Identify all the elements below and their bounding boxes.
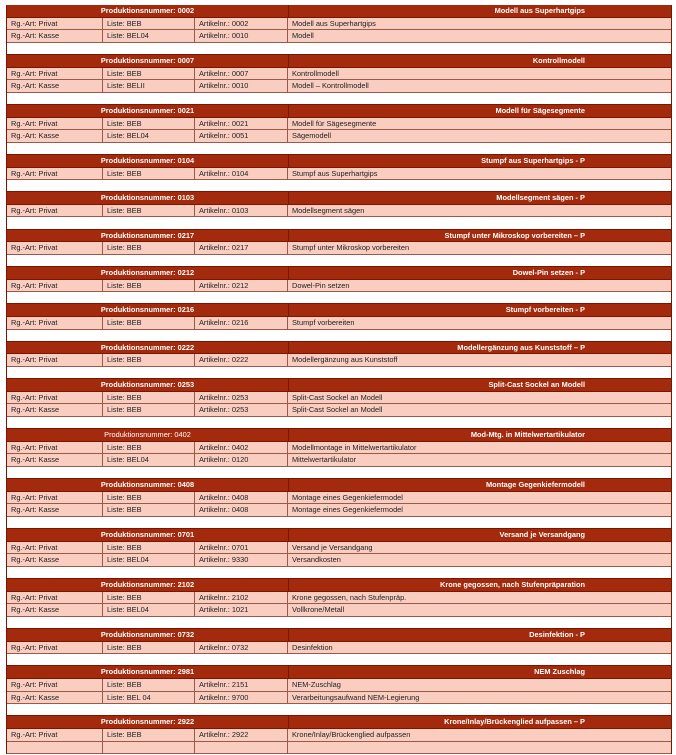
table-row — [7, 68, 671, 81]
block-title: Stumpf unter Mikroskop vorbereiten – P — [444, 230, 585, 240]
article-number-cell: Artikelnr.: 0010 — [195, 80, 288, 92]
production-number: Produktionsnummer: 0212 — [7, 267, 289, 279]
block-header — [7, 5, 671, 18]
article-number-cell: Artikelnr.: 0408 — [195, 504, 288, 516]
production-block — [6, 342, 672, 379]
billing-type-cell — [7, 742, 103, 754]
block-header — [7, 342, 671, 355]
billing-type-cell: Rg.-Art: Privat — [7, 354, 103, 366]
billing-type-cell: Rg.-Art: Kasse — [7, 130, 103, 142]
production-number: Produktionsnummer: 0701 — [7, 529, 289, 541]
description-cell: Krone gegossen, nach Stufenpräp. — [292, 592, 407, 602]
production-number: Produktionsnummer: 0253 — [7, 379, 289, 391]
description-cell: Versand je Versandgang — [292, 542, 373, 552]
block-header — [7, 579, 671, 592]
block-header — [7, 192, 671, 205]
table-row — [7, 317, 671, 330]
production-number: Produktionsnummer: 0222 — [7, 342, 289, 354]
article-number-cell: Artikelnr.: 0408 — [195, 492, 288, 504]
description-cell: Stumpf vorbereiten — [292, 318, 355, 327]
table-row — [7, 80, 671, 93]
production-number: Produktionsnummer: 0021 — [7, 105, 289, 117]
production-table — [6, 5, 672, 754]
block-title: Stumpf vorbereiten - P — [505, 305, 585, 315]
production-block — [6, 105, 672, 155]
list-cell — [103, 742, 195, 754]
list-cell: Liste: BEB — [103, 18, 195, 30]
production-number: Produktionsnummer: 0002 — [7, 5, 289, 17]
table-row — [7, 729, 671, 742]
block-spacer — [7, 330, 671, 342]
billing-type-cell: Rg.-Art: Privat — [7, 642, 103, 654]
billing-type-cell: Rg.-Art: Privat — [7, 205, 103, 217]
table-row — [7, 542, 671, 555]
block-spacer — [7, 517, 671, 529]
description-cell: Modell für Sägesegmente — [292, 118, 377, 128]
billing-type-cell: Rg.-Art: Privat — [7, 68, 103, 80]
description-cell: Stumpf unter Mikroskop vorbereiten — [292, 243, 410, 253]
table-row — [7, 642, 671, 655]
list-cell: Liste: BEL04 — [103, 554, 195, 566]
table-row — [7, 30, 671, 43]
table-row — [7, 692, 671, 705]
list-cell: Liste: BEB — [103, 280, 195, 292]
description-cell: Modellsegment sägen — [292, 205, 365, 215]
article-number-cell: Artikelnr.: 0701 — [195, 542, 288, 554]
article-number-cell: Artikelnr.: 0051 — [195, 130, 288, 142]
table-row — [7, 504, 671, 517]
block-spacer — [7, 617, 671, 629]
article-number-cell: Artikelnr.: 0010 — [195, 30, 288, 42]
billing-type-cell: Rg.-Art: Kasse — [7, 554, 103, 566]
block-header — [7, 267, 671, 280]
block-title: Modell für Sägesegmente — [495, 105, 585, 115]
block-spacer — [7, 567, 671, 579]
block-title: Modellergänzung aus Kunststoff – P — [457, 342, 585, 352]
description-cell: Dowel-Pin setzen — [292, 280, 350, 290]
list-cell: Liste: BEL 04 — [103, 692, 195, 704]
table-row — [7, 242, 671, 255]
article-number-cell: Artikelnr.: 0103 — [195, 205, 288, 217]
description-cell: Split-Cast Sockel an Modell — [292, 405, 383, 415]
list-cell: Liste: BEB — [103, 205, 195, 217]
description-cell: Kontrollmodell — [292, 68, 339, 78]
production-number: Produktionsnummer: 0732 — [7, 629, 289, 641]
description-cell: Krone/Inlay/Brückenglied aufpassen — [292, 729, 411, 739]
billing-type-cell: Rg.-Art: Privat — [7, 729, 103, 741]
billing-type-cell: Rg.-Art: Privat — [7, 18, 103, 30]
list-cell: Liste: BEB — [103, 317, 195, 329]
description-cell: Modellmontage in Mittelwertartikulator — [292, 442, 417, 452]
description-cell: Desinfektion — [292, 642, 333, 652]
table-row — [7, 604, 671, 617]
billing-type-cell: Rg.-Art: Privat — [7, 242, 103, 254]
block-spacer — [7, 43, 671, 55]
description-cell: Modell — [292, 31, 314, 41]
production-block — [6, 155, 672, 192]
production-block — [6, 716, 672, 754]
production-number: Produktionsnummer: 0104 — [7, 155, 289, 167]
block-spacer — [7, 292, 671, 304]
production-number: Produktionsnummer: 0217 — [7, 230, 289, 242]
billing-type-cell: Rg.-Art: Privat — [7, 392, 103, 404]
production-block — [6, 379, 672, 429]
table-row — [7, 442, 671, 455]
billing-type-cell: Rg.-Art: Kasse — [7, 80, 103, 92]
block-header — [7, 716, 671, 729]
block-header — [7, 55, 671, 68]
block-spacer — [7, 217, 671, 229]
article-number-cell: Artikelnr.: 0021 — [195, 118, 288, 130]
billing-type-cell: Rg.-Art: Kasse — [7, 454, 103, 466]
billing-type-cell: Rg.-Art: Kasse — [7, 30, 103, 42]
production-block — [6, 304, 672, 341]
billing-type-cell: Rg.-Art: Privat — [7, 592, 103, 604]
list-cell: Liste: BEB — [103, 592, 195, 604]
article-number-cell: Artikelnr.: 0217 — [195, 242, 288, 254]
description-cell: Sägemodell — [292, 131, 332, 141]
list-cell: Liste: BEB — [103, 168, 195, 180]
article-number-cell: Artikelnr.: 9700 — [195, 692, 288, 704]
block-title: NEM Zuschlag — [534, 667, 585, 677]
block-title: Montage Gegenkiefermodell — [486, 480, 585, 490]
production-number: Produktionsnummer: 0007 — [7, 55, 289, 67]
list-cell: Liste: BEB — [103, 354, 195, 366]
block-header — [7, 155, 671, 168]
description-cell: Modellergänzung aus Kunststoff — [292, 355, 398, 365]
block-spacer — [7, 180, 671, 192]
billing-type-cell: Rg.-Art: Kasse — [7, 604, 103, 616]
billing-type-cell: Rg.-Art: Privat — [7, 317, 103, 329]
description-cell: Split-Cast Sockel an Modell — [292, 392, 383, 402]
production-block — [6, 429, 672, 479]
description-cell: Versandkosten — [292, 555, 341, 565]
table-row — [7, 554, 671, 567]
block-header — [7, 379, 671, 392]
article-number-cell: Artikelnr.: 9330 — [195, 554, 288, 566]
block-title: Modellsegment sägen - P — [496, 193, 585, 203]
production-block — [6, 5, 672, 55]
description-cell: Vollkrone/Metall — [292, 605, 345, 615]
block-title: Stumpf aus Superhartgips - P — [481, 155, 585, 165]
article-number-cell: Artikelnr.: 1021 — [195, 604, 288, 616]
description-cell: Stumpf aus Superhartgips — [292, 168, 378, 178]
billing-type-cell: Rg.-Art: Privat — [7, 442, 103, 454]
list-cell: Liste: BELII — [103, 80, 195, 92]
list-cell: Liste: BEB — [103, 542, 195, 554]
block-spacer — [7, 704, 671, 716]
list-cell: Liste: BEB — [103, 68, 195, 80]
production-block — [6, 629, 672, 666]
billing-type-cell: Rg.-Art: Privat — [7, 492, 103, 504]
description-cell: Mittelwertartikulator — [292, 455, 357, 465]
billing-type-cell: Rg.-Art: Privat — [7, 280, 103, 292]
block-header — [7, 105, 671, 118]
table-row — [7, 679, 671, 692]
block-title: Versand je Versandgang — [499, 530, 585, 540]
production-number: Produktionsnummer: 0402 — [7, 429, 289, 441]
description-cell: Modell – Kontrollmodell — [292, 81, 369, 91]
production-block — [6, 192, 672, 229]
article-number-cell: Artikelnr.: 0212 — [195, 280, 288, 292]
production-number: Produktionsnummer: 0216 — [7, 304, 289, 316]
block-header — [7, 629, 671, 642]
billing-type-cell: Rg.-Art: Kasse — [7, 692, 103, 704]
billing-type-cell: Rg.-Art: Privat — [7, 118, 103, 130]
description-cell: Montage eines Gegenkiefermodel — [292, 505, 403, 515]
list-cell: Liste: BEL04 — [103, 30, 195, 42]
table-row — [7, 280, 671, 293]
block-spacer — [7, 93, 671, 105]
block-spacer — [7, 143, 671, 155]
production-number: Produktionsnummer: 0103 — [7, 192, 289, 204]
list-cell: Liste: BEL04 — [103, 130, 195, 142]
list-cell: Liste: BEB — [103, 392, 195, 404]
article-number-cell: Artikelnr.: 2922 — [195, 729, 288, 741]
block-title: Dowel-Pin setzen - P — [512, 268, 585, 278]
table-row — [7, 404, 671, 417]
block-title: Split-Cast Sockel an Modell — [488, 380, 585, 390]
production-block — [6, 579, 672, 629]
block-header — [7, 666, 671, 679]
production-number: Produktionsnummer: 2102 — [7, 579, 289, 591]
article-number-cell: Artikelnr.: 0222 — [195, 354, 288, 366]
table-row — [7, 18, 671, 31]
block-header — [7, 429, 671, 442]
list-cell: Liste: BEB — [103, 504, 195, 516]
table-row — [7, 118, 671, 131]
table-row — [7, 454, 671, 467]
list-cell: Liste: BEB — [103, 404, 195, 416]
description-cell: NEM-Zuschlag — [292, 679, 341, 689]
article-number-cell: Artikelnr.: 0253 — [195, 404, 288, 416]
block-title: Krone gegossen, nach Stufenpräparation — [440, 580, 585, 590]
article-number-cell: Artikelnr.: 0007 — [195, 68, 288, 80]
table-row — [7, 742, 671, 755]
block-title: Mod-Mtg. in Mittelwertartikulator — [470, 430, 585, 440]
list-cell: Liste: BEB — [103, 242, 195, 254]
block-header — [7, 479, 671, 492]
billing-type-cell: Rg.-Art: Kasse — [7, 404, 103, 416]
list-cell: Liste: BEB — [103, 492, 195, 504]
block-header — [7, 304, 671, 317]
description-cell: Modell aus Superhartgips — [292, 18, 376, 28]
article-number-cell: Artikelnr.: 0253 — [195, 392, 288, 404]
table-row — [7, 205, 671, 218]
block-title: Desinfektion - P — [529, 630, 585, 639]
description-cell — [288, 742, 671, 754]
block-title: Modell aus Superhartgips — [494, 6, 585, 15]
table-row — [7, 492, 671, 505]
list-cell: Liste: BEB — [103, 442, 195, 454]
billing-type-cell: Rg.-Art: Privat — [7, 168, 103, 180]
list-cell: Liste: BEL04 — [103, 454, 195, 466]
table-row — [7, 592, 671, 605]
article-number-cell: Artikelnr.: 2102 — [195, 592, 288, 604]
production-number: Produktionsnummer: 2922 — [7, 716, 289, 728]
block-spacer — [7, 367, 671, 379]
list-cell: Liste: BEB — [103, 679, 195, 691]
block-title: Krone/Inlay/Brückenglied aufpassen – P — [444, 717, 585, 727]
article-number-cell: Artikelnr.: 0104 — [195, 168, 288, 180]
production-block — [6, 230, 672, 267]
table-row — [7, 130, 671, 143]
block-spacer — [7, 255, 671, 267]
description-cell: Verarbeitungsaufwand NEM-Legierung — [292, 692, 420, 702]
block-header — [7, 529, 671, 542]
production-block — [6, 479, 672, 529]
table-row — [7, 354, 671, 367]
block-spacer — [7, 654, 671, 666]
block-spacer — [7, 417, 671, 429]
article-number-cell: Artikelnr.: 0120 — [195, 454, 288, 466]
block-spacer — [7, 467, 671, 479]
production-number: Produktionsnummer: 0408 — [7, 479, 289, 491]
production-block — [6, 267, 672, 304]
article-number-cell: Artikelnr.: 0732 — [195, 642, 288, 654]
production-block — [6, 666, 672, 716]
block-title: Kontrollmodell — [532, 55, 585, 65]
block-header — [7, 230, 671, 243]
production-block — [6, 529, 672, 579]
description-cell: Montage eines Gegenkiefermodel — [292, 492, 403, 502]
production-number: Produktionsnummer: 2981 — [7, 666, 289, 678]
table-row — [7, 168, 671, 181]
list-cell: Liste: BEB — [103, 642, 195, 654]
billing-type-cell: Rg.-Art: Privat — [7, 679, 103, 691]
list-cell: Liste: BEB — [103, 118, 195, 130]
article-number-cell: Artikelnr.: 2151 — [195, 679, 288, 691]
article-number-cell — [195, 742, 288, 754]
list-cell: Liste: BEL04 — [103, 604, 195, 616]
billing-type-cell: Rg.-Art: Privat — [7, 542, 103, 554]
list-cell: Liste: BEB — [103, 729, 195, 741]
table-row — [7, 392, 671, 405]
article-number-cell: Artikelnr.: 0402 — [195, 442, 288, 454]
billing-type-cell: Rg.-Art: Kasse — [7, 504, 103, 516]
production-block — [6, 55, 672, 105]
article-number-cell: Artikelnr.: 0216 — [195, 317, 288, 329]
article-number-cell: Artikelnr.: 0002 — [195, 18, 288, 30]
